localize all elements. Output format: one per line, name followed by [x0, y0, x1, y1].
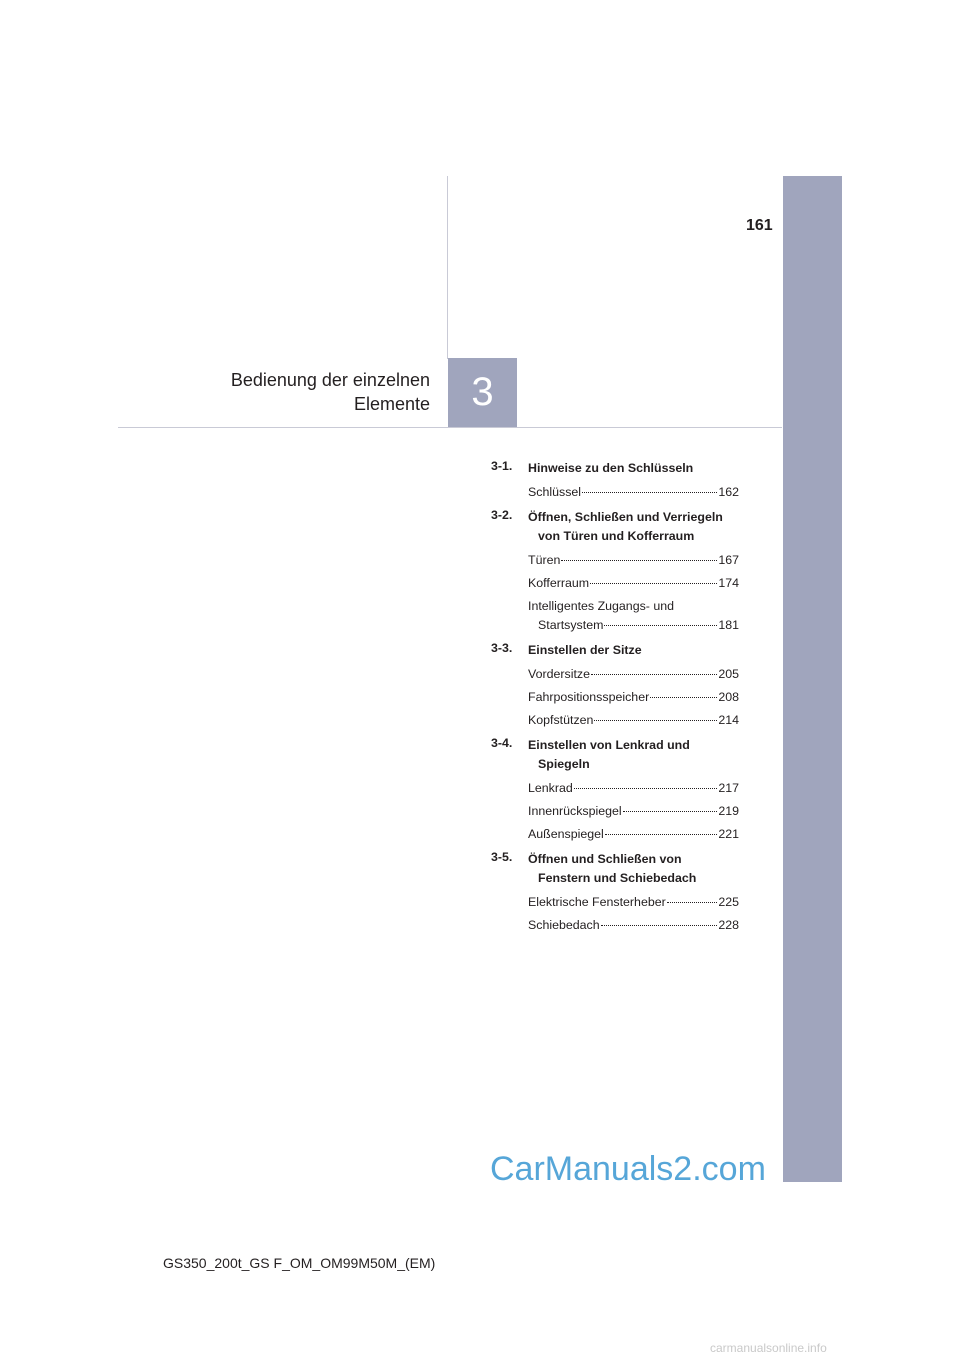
leader-dots [574, 788, 718, 789]
section-title-line2: Fenstern und Schiebedach [538, 871, 697, 885]
section-title-line1: Hinweise zu den Schlüsseln [528, 461, 694, 475]
entry-title: Vordersitze [528, 667, 590, 681]
page-number: 161 [746, 217, 773, 234]
toc-entry[interactable] [528, 483, 739, 502]
section-title-line2: Spiegeln [538, 757, 590, 771]
entry-title: Intelligentes Zugangs- und [528, 599, 675, 613]
toc-entry[interactable] [528, 802, 739, 821]
leader-dots [561, 560, 717, 561]
chapter-title [231, 368, 430, 416]
entry-page: 162 [718, 485, 739, 499]
leader-dots [582, 492, 717, 493]
entry-page: 181 [718, 618, 739, 632]
chapter-title-line2: Elemente [353, 394, 430, 414]
chapter-side-tab [783, 176, 842, 1182]
entry-page: 225 [718, 895, 739, 909]
leader-dots [590, 583, 717, 584]
toc-entry[interactable] [528, 665, 739, 684]
toc-section-3-1 [491, 459, 739, 502]
toc-entry[interactable] [528, 779, 739, 798]
document-footer-code: GS350_200t_GS F_OM_OM99M50M_(EM) [163, 1255, 436, 1271]
entry-title: Schiebedach [528, 918, 600, 932]
toc-section-3-4 [491, 736, 739, 844]
watermark-carmanualsonline: carmanualsonline.info [710, 1341, 827, 1355]
chapter-title-line1: Bedienung der einzelnen [230, 370, 430, 390]
section-number: 3-2. [491, 508, 513, 522]
section-number: 3-5. [491, 850, 513, 864]
toc-entry[interactable] [528, 916, 739, 935]
toc-entry[interactable] [528, 893, 739, 912]
toc-entry[interactable] [528, 688, 739, 707]
section-title[interactable] [528, 508, 739, 546]
toc-entry[interactable] [528, 597, 739, 635]
leader-dots [594, 720, 717, 721]
section-title[interactable] [528, 736, 739, 774]
section-number: 3-4. [491, 736, 513, 750]
entry-title: Außenspiegel [528, 827, 604, 841]
entry-title: Kofferraum [528, 576, 590, 590]
entry-page: 221 [718, 827, 739, 841]
entry-title: Innenrückspiegel [528, 804, 622, 818]
entry-page: 167 [718, 553, 739, 567]
leader-dots [605, 834, 718, 835]
entry-page: 205 [718, 667, 739, 681]
section-number: 3-3. [491, 641, 513, 655]
leader-dots [601, 925, 718, 926]
entry-title: Kopfstützen [528, 713, 594, 727]
leader-dots [650, 697, 717, 698]
watermark-carmanuals2: CarManuals2.com [490, 1150, 766, 1188]
chapter-number-box [448, 358, 517, 427]
toc-entry[interactable] [528, 711, 739, 730]
section-title-line1: Einstellen von Lenkrad und [528, 738, 690, 752]
leader-dots [604, 625, 717, 626]
entry-page: 219 [718, 804, 739, 818]
section-title-line1: Öffnen, Schließen und Verriegeln [528, 510, 723, 524]
section-title[interactable] [528, 459, 739, 478]
entry-page: 217 [718, 781, 739, 795]
entry-title-line2: Startsystem [538, 618, 604, 632]
horizontal-rule [118, 427, 782, 428]
toc-entry[interactable] [528, 574, 739, 593]
toc-section-3-2 [491, 508, 739, 635]
toc-section-3-3 [491, 641, 739, 730]
section-number: 3-1. [491, 459, 513, 473]
vertical-rule [447, 176, 448, 359]
table-of-contents [491, 459, 739, 941]
entry-title: Fahrpositionsspeicher [528, 690, 650, 704]
entry-title: Türen [528, 553, 561, 567]
leader-dots [623, 811, 718, 812]
section-title-line1: Einstellen der Sitze [528, 643, 642, 657]
section-title-line2: von Türen und Kofferraum [538, 529, 695, 543]
entry-page: 174 [718, 576, 739, 590]
entry-page: 228 [718, 918, 739, 932]
leader-dots [591, 674, 717, 675]
section-title-line1: Öffnen und Schließen von [528, 852, 682, 866]
entry-title: Lenkrad [528, 781, 573, 795]
entry-page: 208 [718, 690, 739, 704]
entry-title: Elektrische Fensterheber [528, 895, 666, 909]
section-title[interactable] [528, 850, 739, 888]
chapter-number: 3 [471, 370, 494, 414]
entry-title: Schlüssel [528, 485, 582, 499]
section-title[interactable] [528, 641, 739, 660]
toc-entry[interactable] [528, 825, 739, 844]
toc-section-3-5 [491, 850, 739, 935]
entry-page: 214 [718, 713, 739, 727]
leader-dots [667, 902, 718, 903]
toc-entry[interactable] [528, 551, 739, 570]
